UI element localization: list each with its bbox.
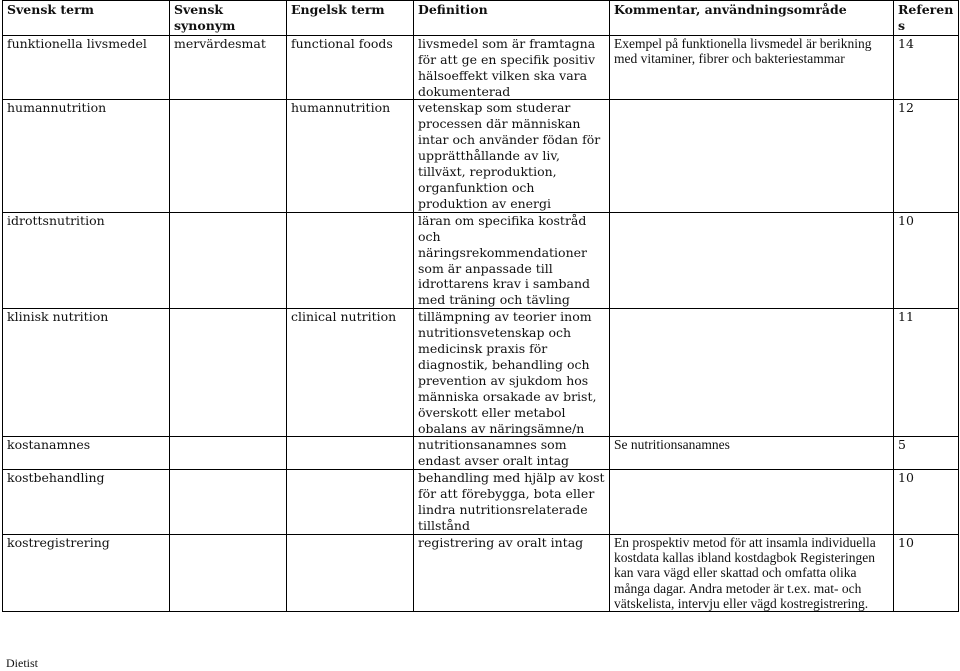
cell-english: humannutrition: [287, 100, 414, 212]
cell-ref: 5: [894, 437, 959, 470]
cell-definition: nutritionsanamnes som endast avser oralt intag: [414, 437, 610, 470]
header-referens: Referens: [894, 1, 959, 36]
cell-synonym: [170, 100, 287, 212]
cell-synonym: [170, 437, 287, 470]
cell-english: [287, 470, 414, 535]
cell-definition: läran om specifika kostråd och näringsrekommendationer som är anpassade till idrottarens krav i samband med träning och tävling: [414, 212, 610, 308]
cell-ref: 12: [894, 100, 959, 212]
header-kommentar: Kommentar, användningsområde: [610, 1, 894, 36]
cell-comment: [610, 100, 894, 212]
cell-definition: behandling med hjälp av kost för att förebygga, bota eller lindra nutritionsrelaterade tillstånd: [414, 470, 610, 535]
cell-ref: 10: [894, 534, 959, 611]
cell-ref: 11: [894, 309, 959, 437]
cell-comment: [610, 470, 894, 535]
cell-comment: Exempel på funktionella livsmedel är berikning med vitaminer, fibrer och bakteriestammar: [610, 35, 894, 100]
cell-ref: 10: [894, 212, 959, 308]
cell-english: [287, 437, 414, 470]
table-row: [3, 309, 959, 437]
cell-comment: [610, 309, 894, 437]
cell-english: clinical nutrition: [287, 309, 414, 437]
cell-definition: vetenskap som studerar processen där människan intar och använder födan för upprätthållande av liv, tillväxt, reproduktion, organfunktion och produktion av energi: [414, 100, 610, 212]
cell-ref: 14: [894, 35, 959, 100]
table-row: [3, 212, 959, 308]
cell-ref: 10: [894, 470, 959, 535]
table-row: [3, 534, 959, 611]
header-svensk-term: Svensk term: [3, 1, 170, 36]
cell-term: idrottsnutrition: [3, 212, 170, 308]
cell-synonym: [170, 534, 287, 611]
cell-english: [287, 212, 414, 308]
cell-definition: tillämpning av teorier inom nutritionsvetenskap och medicinsk praxis för diagnostik, behandling och prevention av sjukdom hos människa orsakade av brist, överskott eller metabol obalans av näringsämne/n: [414, 309, 610, 437]
cell-synonym: mervärdesmat: [170, 35, 287, 100]
cell-comment: En prospektiv metod för att insamla individuella kostdata kallas ibland kostdagbok Registeringen kan vara vägd eller skattad och omfatta olika många dagar. Andra metoder är t.ex. mat- och vätskelista, intervju eller vägd kostregistrering.: [610, 534, 894, 611]
header-engelsk-term: Engelsk term: [287, 1, 414, 36]
cell-english: [287, 534, 414, 611]
cell-definition: livsmedel som är framtagna för att ge en specifik positiv hälsoeffekt vilken ska vara dokumenterad: [414, 35, 610, 100]
table-row: [3, 437, 959, 470]
cell-term: kostanamnes: [3, 437, 170, 470]
glossary-table: [2, 0, 959, 612]
cell-english: functional foods: [287, 35, 414, 100]
header-svensk-synonym: Svensk synonym: [170, 1, 287, 36]
cell-term: kostbehandling: [3, 470, 170, 535]
cell-synonym: [170, 212, 287, 308]
cell-term: humannutrition: [3, 100, 170, 212]
table-header-row: [3, 1, 959, 36]
table-row: [3, 35, 959, 100]
cell-comment: [610, 212, 894, 308]
cell-term: funktionella livsmedel: [3, 35, 170, 100]
table-row: [3, 470, 959, 535]
table-row: [3, 100, 959, 212]
cell-definition: registrering av oralt intag: [414, 534, 610, 611]
header-definition: Definition: [414, 1, 610, 36]
cell-comment: Se nutritionsanamnes: [610, 437, 894, 470]
cell-term: klinisk nutrition: [3, 309, 170, 437]
cell-synonym: [170, 309, 287, 437]
cell-synonym: [170, 470, 287, 535]
cell-term: kostregistrering: [3, 534, 170, 611]
page-footer-label: Dietist: [6, 656, 38, 670]
